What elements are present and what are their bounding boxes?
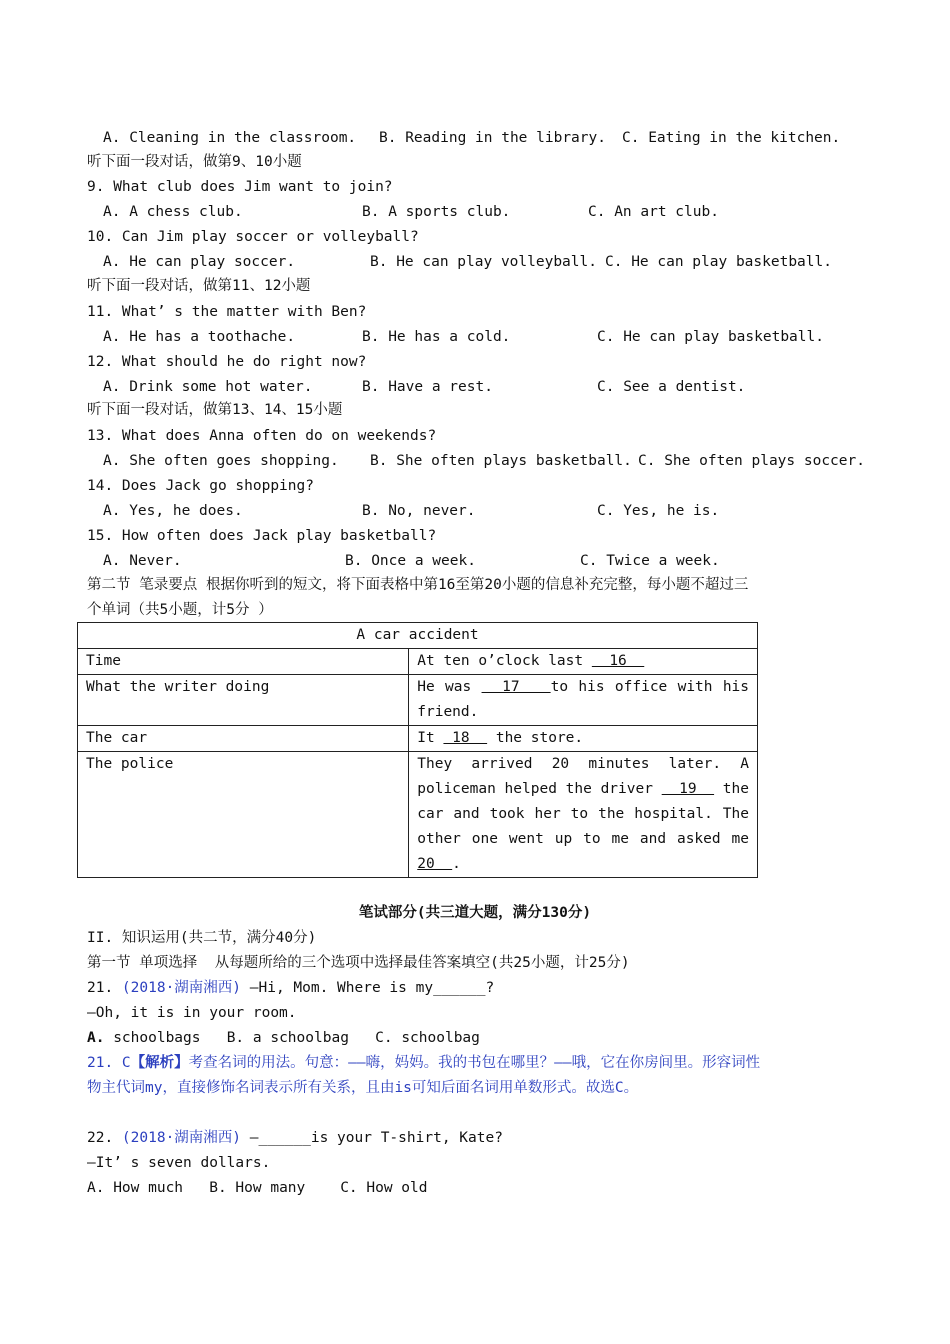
q21-answer-line2: 物主代词my，直接修饰名词表示所有关系，且由is可知后面名词用单数形式。故选C。: [87, 1080, 639, 1096]
row3-text2: the store.: [487, 730, 584, 746]
q11-option-c: C. He can play basketball.: [597, 329, 824, 345]
q15-option-a: A. Never.: [103, 553, 182, 569]
table-row: [78, 675, 758, 726]
car-accident-table: [77, 622, 758, 878]
q11-option-a: A. He has a toothache.: [103, 329, 296, 345]
q22-option-c: C. How old: [340, 1180, 428, 1196]
row-value-police: [409, 752, 758, 878]
q13-stem: 13. What does Anna often do on weekends?: [87, 428, 437, 444]
row2-line1: [417, 675, 749, 700]
row-label-time: Time: [78, 649, 409, 675]
q21-options: [87, 1028, 480, 1048]
q22-number: 22.: [87, 1130, 122, 1146]
q11-option-b: B. He has a cold.: [362, 329, 511, 345]
q12-option-b: B. Have a rest.: [362, 379, 493, 395]
table-row: [78, 623, 758, 649]
section2-instruction-line1: 第二节 笔录要点 根据你听到的短文，将下面表格中第16至第20小题的信息补充完整，每小题不超过三: [87, 577, 749, 593]
blank-19: 19: [661, 781, 715, 797]
row-label-writer: What the writer doing: [78, 675, 409, 726]
q21-answer-key: 21. C: [87, 1055, 131, 1071]
q15-stem: 15. How often does Jack play basketball?: [87, 528, 437, 544]
q15-option-b: B. Once a week.: [345, 553, 476, 569]
instruction-9-10: 听下面一段对话，做第9、10小题: [87, 154, 302, 170]
q21-text: —Hi, Mom. Where is my______?: [241, 980, 495, 996]
written-part-heading: 笔试部分(共三道大题，满分130分): [358, 905, 592, 921]
q22-source: (2018·湖南湘西): [121, 1130, 242, 1146]
q21-answer-line1: [87, 1053, 760, 1073]
q22-options: [87, 1178, 428, 1198]
table-title: A car accident: [78, 623, 758, 649]
q11-stem: 11. What’ s the matter with Ben?: [87, 304, 367, 320]
q10-option-c: C. He can play basketball.: [605, 254, 832, 270]
q13-option-b: B. She often plays basketball.: [370, 453, 632, 469]
q12-option-c: C. See a dentist.: [597, 379, 746, 395]
q22-option-a: A. How much: [87, 1180, 184, 1196]
section2-instruction-line2: 个单词（共5小题，计5分 ）: [87, 602, 273, 618]
q22-reply: —It’ s seven dollars.: [87, 1155, 271, 1171]
q8-option-a: A. Cleaning in the classroom.: [103, 130, 357, 146]
row4-line1: They arrived 20 minutes later. A: [417, 756, 749, 772]
row4-line2a: policeman helped the driver: [417, 781, 662, 797]
row4-line2: [417, 777, 749, 802]
q21-number: 21.: [87, 980, 122, 996]
q21-stem: [87, 978, 494, 998]
blank-17: 17: [481, 679, 551, 695]
part2-section1-instruction: 第一节 单项选择 从每题所给的三个选项中选择最佳答案填空(共25小题，计25分): [87, 955, 630, 971]
row2-text1: He was: [417, 679, 482, 695]
row3-text1: It: [417, 730, 444, 746]
q21-option-a-letter: A.: [87, 1030, 105, 1046]
q9-option-b: B. A sports club.: [362, 204, 511, 220]
q13-option-a: A. She often goes shopping.: [103, 453, 339, 469]
part2-title: II. 知识运用(共二节，满分40分): [87, 930, 317, 946]
q22-stem: [87, 1128, 503, 1148]
q10-stem: 10. Can Jim play soccer or volleyball?: [87, 229, 419, 245]
q21-analysis-tag: 【解析】: [130, 1055, 189, 1071]
q14-option-b: B. No, never.: [362, 503, 476, 519]
table-row: [78, 726, 758, 752]
q10-option-a: A. He can play soccer.: [103, 254, 296, 270]
q21-option-c: C. schoolbag: [375, 1030, 480, 1046]
q21-analysis-text: 考查名词的用法。句意：——嗨，妈妈。我的书包在哪里？——哦，它在你房间里。形容词性: [188, 1055, 761, 1071]
row-label-car: The car: [78, 726, 409, 752]
row-value-writer: [409, 675, 758, 726]
row-label-police: The police: [78, 752, 409, 878]
q15-option-c: C. Twice a week.: [580, 553, 720, 569]
q12-stem: 12. What should he do right now?: [87, 354, 367, 370]
q21-source: (2018·湖南湘西): [121, 980, 242, 996]
blank-16: 16: [591, 653, 645, 669]
q21-option-a: schoolbags: [104, 1030, 201, 1046]
row2-line2: friend.: [417, 704, 479, 720]
q22-text: —______is your T-shirt, Kate?: [241, 1130, 503, 1146]
q8-option-c: C. Eating in the kitchen.: [622, 130, 841, 146]
instruction-11-12: 听下面一段对话，做第11、12小题: [87, 278, 311, 294]
table-row: [78, 649, 758, 675]
row4-end: .: [452, 856, 461, 872]
q8-option-b: B. Reading in the library.: [379, 130, 606, 146]
row4-line4: other one went up to me and asked me: [417, 831, 749, 847]
q12-option-a: A. Drink some hot water.: [103, 379, 313, 395]
q9-stem: 9. What club does Jim want to join?: [87, 179, 393, 195]
row-value-car: [409, 726, 758, 752]
q9-option-a: A. A chess club.: [103, 204, 243, 220]
table-row: [78, 752, 758, 878]
q10-option-b: B. He can play volleyball.: [370, 254, 597, 270]
q9-option-c: C. An art club.: [588, 204, 719, 220]
instruction-13-15: 听下面一段对话，做第13、14、15小题: [87, 402, 343, 418]
row1-text: At ten o’clock last: [417, 653, 592, 669]
q14-stem: 14. Does Jack go shopping?: [87, 478, 314, 494]
blank-20: 20: [417, 856, 453, 872]
row4-line3: car and took her to the hospital. The: [417, 806, 749, 822]
q21-option-b: B. a schoolbag: [226, 1030, 349, 1046]
q14-option-a: A. Yes, he does.: [103, 503, 243, 519]
row2-text2: to his office with his: [550, 679, 750, 695]
q14-option-c: C. Yes, he is.: [597, 503, 720, 519]
blank-18: 18: [443, 730, 488, 746]
q22-option-b: B. How many: [209, 1180, 306, 1196]
q13-option-c: C. She often plays soccer.: [638, 453, 865, 469]
row4-line2b: the: [714, 781, 749, 797]
q21-reply: —Oh, it is in your room.: [87, 1005, 297, 1021]
row-value-time: [409, 649, 758, 675]
row4-line5: [417, 856, 461, 872]
